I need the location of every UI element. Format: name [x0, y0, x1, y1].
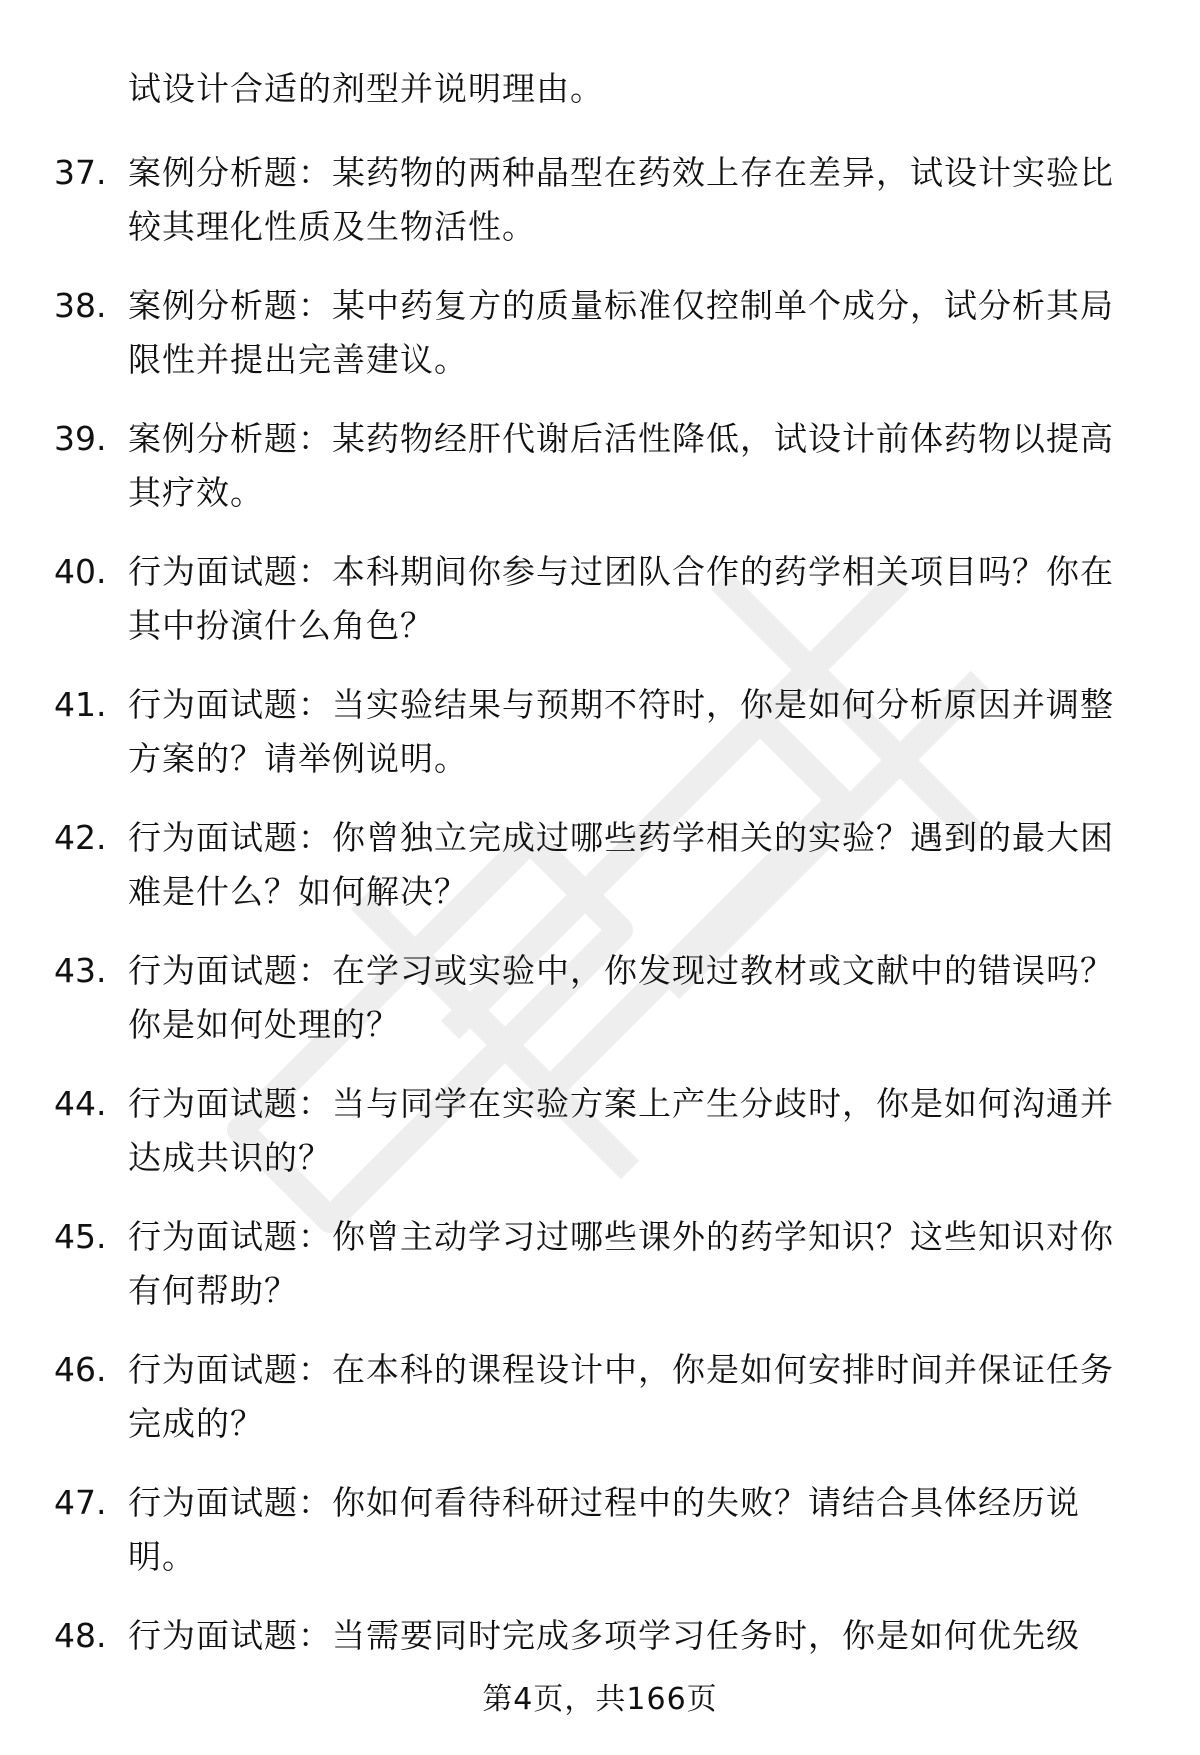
page-footer: 第4页，共166页: [482, 1682, 718, 1717]
question-text: 行为面试题：在学习或实验中，你发现过教材或文献中的错误吗？你是如何处理的？: [128, 951, 1114, 1044]
question-list: [54, 146, 1144, 1663]
question-item: [54, 944, 1144, 1052]
document-page: [54, 62, 1144, 1688]
question-number: 40.: [54, 552, 107, 591]
question-number: 42.: [54, 818, 107, 857]
question-item: [54, 279, 1144, 387]
question-text: 行为面试题：当与同学在实验方案上产生分歧时，你是如何沟通并达成共识的？: [128, 1084, 1114, 1177]
question-number: 46.: [54, 1350, 107, 1389]
question-item: [54, 545, 1144, 653]
question-text: 行为面试题：本科期间你参与过团队合作的药学相关项目吗？你在其中扮演什么角色？: [128, 552, 1114, 645]
question-number: 47.: [54, 1483, 107, 1522]
question-item: [54, 412, 1144, 520]
question-text: 行为面试题：在本科的课程设计中，你是如何安排时间并保证任务完成的？: [128, 1350, 1114, 1443]
question-number: 45.: [54, 1217, 107, 1256]
question-text: 行为面试题：你如何看待科研过程中的失败？请结合具体经历说明。: [128, 1483, 1080, 1576]
question-text: 案例分析题：某药物经肝代谢后活性降低，试设计前体药物以提高其疗效。: [128, 419, 1114, 512]
question-text: 案例分析题：某药物的两种晶型在药效上存在差异，试设计实验比较其理化性质及生物活性。: [128, 153, 1114, 246]
question-item: [54, 1343, 1144, 1451]
question-text: 行为面试题：当实验结果与预期不符时，你是如何分析原因并调整方案的？请举例说明。: [128, 685, 1114, 778]
continuation-text: 试设计合适的剂型并说明理由。: [128, 69, 604, 108]
question-item: [54, 811, 1144, 919]
question-item: [54, 1609, 1144, 1663]
question-number: 41.: [54, 685, 107, 724]
question-number: 44.: [54, 1084, 107, 1123]
question-item: [54, 1476, 1144, 1584]
question-number: 43.: [54, 951, 107, 990]
question-text: 行为面试题：你曾独立完成过哪些药学相关的实验？遇到的最大困难是什么？如何解决？: [128, 818, 1114, 911]
question-text: 行为面试题：你曾主动学习过哪些课外的药学知识？这些知识对你有何帮助？: [128, 1217, 1114, 1310]
question-text: 行为面试题：当需要同时完成多项学习任务时，你是如何优先级: [128, 1616, 1080, 1655]
question-item: [54, 1077, 1144, 1185]
question-item: [54, 146, 1144, 254]
question-number: 39.: [54, 419, 107, 458]
question-number: 38.: [54, 286, 107, 325]
question-item: [54, 1210, 1144, 1318]
question-text: 案例分析题：某中药复方的质量标准仅控制单个成分，试分析其局限性并提出完善建议。: [128, 286, 1114, 379]
question-item: [54, 678, 1144, 786]
question-number: 37.: [54, 153, 107, 192]
question-number: 48.: [54, 1616, 107, 1655]
